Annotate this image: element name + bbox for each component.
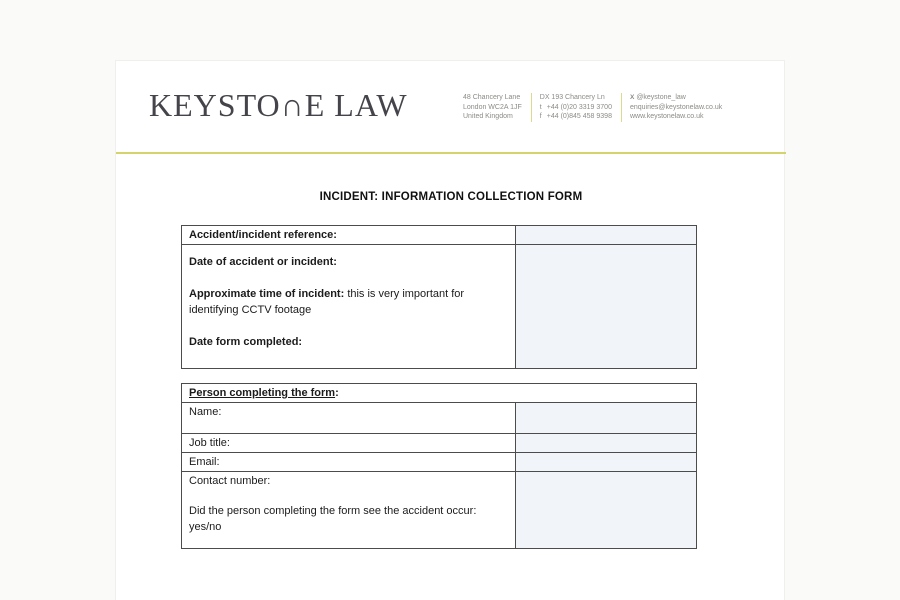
contact-number-field[interactable] [516,472,697,549]
accent-rule [116,152,786,154]
address-block [463,93,531,122]
reference-label-cell [182,226,516,245]
table-row [182,384,697,403]
incident-details-table [181,225,697,369]
job-title-label: Job title: [189,437,230,449]
contact-number-label: Contact number: [189,475,271,487]
phone-prefix: t [539,103,542,111]
fax-number: +44 (0)845 458 9398 [546,113,612,120]
dx-phone-block [531,93,621,122]
witness-question-label: Did the person completing the form see the accident occur: yes/no [189,505,477,533]
time-of-incident-label: Approximate time of incident: this is very important for identifying CCTV footage [189,288,465,316]
email-line: enquiries@keystonelaw.co.uk [629,103,723,111]
incident-dates-label-cell [182,245,516,369]
table-row [182,403,697,434]
x-twitter-icon: X [629,94,635,101]
fax-prefix: f [539,113,542,120]
person-table-header-cell: Person completing the form: [182,384,697,403]
form-title: INCIDENT: INFORMATION COLLECTION FORM [319,191,583,203]
phone-number: +44 (0)20 3319 3700 [546,103,612,111]
contact-number-label-cell [182,472,516,549]
job-title-label-cell [182,434,516,453]
incident-details-field[interactable] [516,245,697,369]
person-table-header: Person completing the form [189,387,336,399]
date-form-completed-label: Date form completed: [189,336,303,348]
time-of-incident-note: this is very important for identifying CCTV footage [189,288,465,316]
social-handle: @keystone_law [636,94,686,101]
address-line: 48 Chancery Lane [463,94,521,101]
fax-line [540,112,612,122]
accident-reference-field[interactable] [516,226,697,245]
date-of-incident-label: Date of accident or incident: [189,256,337,268]
website-line: www.keystonelaw.co.uk [629,113,704,120]
name-label: Name: [189,406,222,418]
address-line: United Kingdom [463,113,513,120]
reference-label: Accident/incident reference: [189,229,337,241]
table-row [182,472,697,549]
letterhead-page [115,60,785,600]
table-row [182,434,697,453]
person-completing-table [181,383,697,549]
dx-line: DX 193 Chancery Ln [539,94,605,101]
name-label-cell [182,403,516,434]
name-field[interactable] [516,403,697,434]
table-row [182,245,697,369]
email-field[interactable] [516,453,697,472]
phone-line [540,103,612,113]
social-line [630,93,722,103]
address-line: London WC2A 1JF [463,103,522,111]
table-row [182,226,697,245]
letterhead-contact-block [463,93,731,122]
online-block [621,93,731,122]
keystone-law-logo: KEYSTO∩E LAW [149,87,408,123]
email-label: Email: [189,456,220,468]
job-title-field[interactable] [516,434,697,453]
email-label-cell [182,453,516,472]
table-row [182,453,697,472]
